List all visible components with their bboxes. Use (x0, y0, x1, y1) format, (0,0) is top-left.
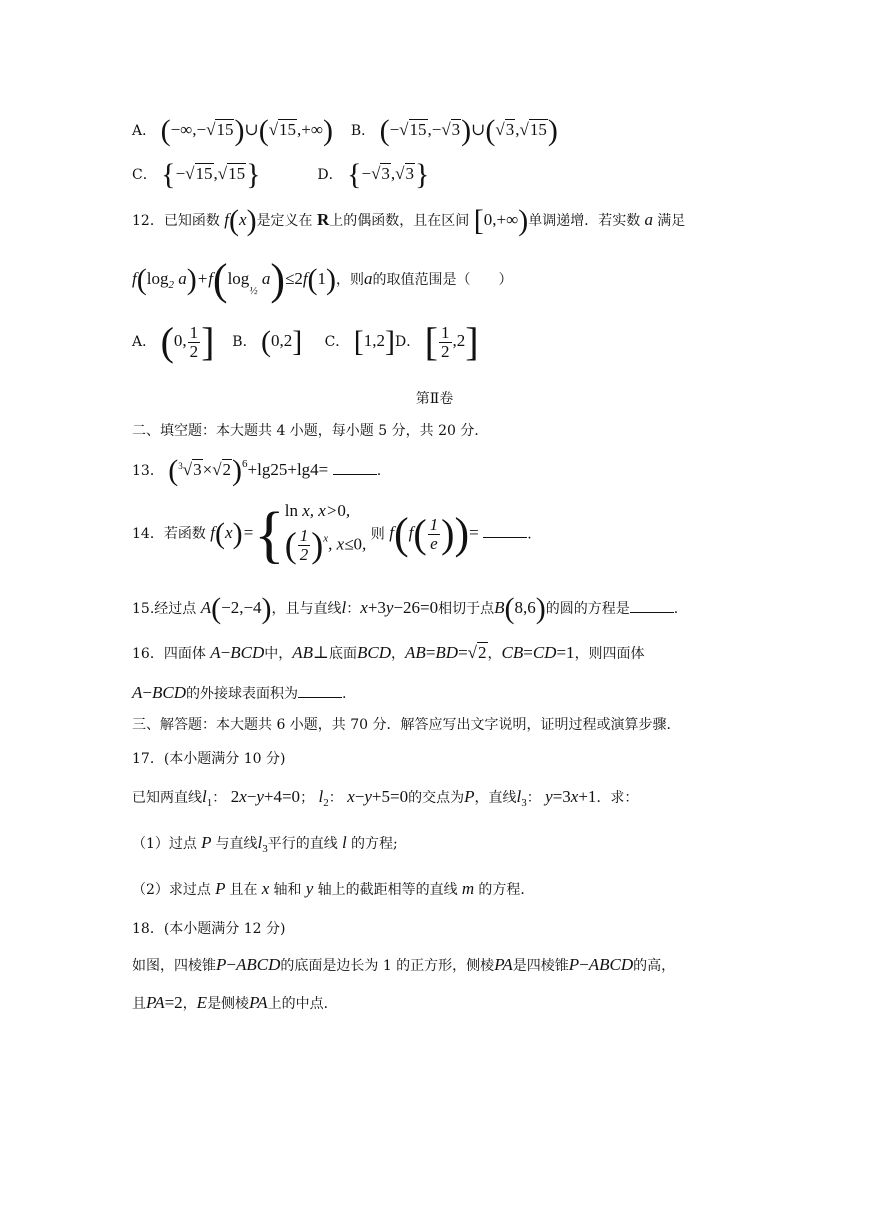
q12-option-c-math: [1,2] (353, 325, 395, 358)
q17-text: 的方程; (350, 836, 398, 852)
q12-option-b-label: B． (232, 333, 257, 350)
q14-composite: f(f( $\frac{1}{e}$ ))= (389, 509, 479, 559)
q14-piecewise-cases: ln x, x>0, ( $\frac{1}{2}$ )$^x$, x≤0, (284, 501, 367, 566)
section-3-heading: 三、解答题：本大题共 6 小题，共 70 分．解答应写出文字说明，证明过程或演算步骤． (132, 717, 681, 733)
q12-math-R: R (317, 209, 330, 229)
q14: 14．若函数 f(x)={ ln x, x>0, ( $\frac{1}{2}$ )$^x$, x≤0, 则 f(f( $\frac{1}{e}$ ))= . (132, 498, 532, 570)
q11-options-row-1 (132, 116, 558, 146)
q11-option-c-math: {−√15,√15} (161, 158, 261, 191)
q15-text: 经过点 (154, 600, 197, 617)
q16-line-2: A−BCD的外接球表面积为 . (132, 683, 347, 702)
q17-text: 的交点为 (408, 790, 465, 806)
q17-m: m (457, 879, 479, 898)
q17-l3: $l_3$ (516, 787, 527, 809)
q18-e: E (196, 993, 208, 1012)
q17-l3-eq: y=3x+1 (545, 787, 597, 806)
q14-piecewise-brace: { (254, 498, 285, 570)
q17-header: 17．(本小题满分 10 分) (132, 751, 286, 767)
q12-text: 已知函数 (163, 212, 220, 229)
q17-part-1 (132, 834, 398, 855)
q14-number: 14． (132, 526, 164, 543)
q17-text: （1）过点 (132, 836, 197, 852)
q17-text: ．求： (596, 790, 639, 806)
q12-text: 是定义在 (256, 212, 313, 229)
q12-text: 满足 (657, 212, 686, 229)
q14-answer-blank[interactable] (483, 536, 527, 538)
q17-text: 平行的直线 (267, 836, 338, 852)
q15-text: ，且与直线 (271, 600, 342, 617)
q16-cb-cd: CB=CD=1 (501, 643, 575, 662)
q16-text: ， (391, 646, 406, 662)
q15: 15.经过点 A(−2,−4)，且与直线l：x+3y−26=0相切于点B(8,6)的圆的方程是 . (132, 592, 679, 625)
q12-inequality: $f(\log_2$ $a)+f(\log_{\frac{1}{2}}$ a)≤2f(1) (132, 255, 337, 304)
q18-line-1 (132, 956, 675, 973)
q11-option-c-label: C． (132, 166, 157, 183)
q18-text: 是侧棱 (207, 996, 250, 1012)
q17-stem: 已知两直线$l_1$： 2x−y+4=0； $l_2$： x−y+5=0的交点为P，直线$l_3$： y=3x+1．求： (132, 787, 639, 809)
q12-option-d-label: D． (394, 333, 421, 350)
q16-answer-blank[interactable] (298, 696, 342, 698)
q13-answer-blank[interactable] (333, 473, 377, 475)
q17-x: x (257, 879, 274, 898)
q18-line-2 (132, 994, 338, 1011)
q11-option-b-math: (−√15,−√3)∪(√3,√15) (379, 114, 558, 147)
q17-p: P (196, 833, 216, 852)
q12-number: 12． (132, 212, 164, 229)
q15-line: l (341, 597, 347, 617)
q16-text: 四面体 (163, 646, 206, 662)
q16-text: 底面 (329, 646, 358, 662)
q17-text: 轴和 (273, 882, 302, 898)
q17-y: y (301, 879, 318, 898)
q18-text: ， (182, 996, 197, 1012)
q18-text: 上的中点． (267, 996, 338, 1012)
q11-option-d-math: {−√3,√3} (347, 158, 430, 191)
q12-math-a: a (640, 209, 658, 229)
q14-text: 则 (370, 526, 385, 543)
q13-number: 13． (132, 462, 164, 479)
q12-stem-line-1 (132, 206, 685, 236)
q11-option-a-math: (−∞,−√15)∪(√15,+∞) (160, 114, 334, 147)
q16-ab-perp: AB⊥ (292, 643, 330, 662)
q12-option-d-math: [ $\frac{1}{2}$ ,2] (424, 319, 479, 364)
q16-text: ， (487, 646, 502, 662)
q17-p: P (210, 879, 230, 898)
q12-text: 单调递增．若实数 (528, 212, 641, 229)
q17-l1: $l_1$ (202, 787, 213, 809)
q16-text: 的外接球表面积为 (185, 686, 298, 702)
q11-option-a-label: A． (132, 122, 157, 139)
q12-option-c-label: C． (324, 333, 350, 350)
q12-option-a-label: A． (132, 333, 157, 350)
q14-text: 若函数 (163, 526, 206, 543)
q17-text: 轴上的截距相等的直线 (317, 882, 458, 898)
q16-line-1 (132, 644, 645, 661)
q15-number: 15. (132, 600, 155, 617)
q16-ab-bd: AB=BD=√2 (405, 643, 487, 662)
q12-math-fx: f(x) (224, 204, 257, 237)
q17-l3: $l_3$ (257, 833, 268, 855)
q13: 13． $(^3√3\times√2)^6+\lg 25+\lg 4=$ . (132, 454, 382, 487)
q18-text: 的底面是边长为 1 的正方形，侧棱 (280, 958, 495, 974)
q16-text: ，则四面体 (574, 646, 645, 662)
q17-p: P (464, 787, 475, 806)
q14-fx: f(x)= (210, 517, 255, 551)
q17-text: 与直线 (215, 836, 258, 852)
q12-text: 的取值范围是（ ） (372, 271, 513, 288)
q16-tetra-2: A−BCD (132, 683, 186, 702)
q12-math-a: a (364, 268, 373, 288)
q15-point-a: A(−2,−4) (200, 592, 272, 625)
q15-text: 的圆的方程是 (545, 600, 630, 617)
q17-l2: $l_2$ (318, 787, 329, 809)
q15-text: 相切于点 (438, 600, 495, 617)
q18-pyramid: P−ABCD (216, 955, 281, 974)
q13-math: $(^3√3\times√2)^6+\lg 25+\lg 4=$ (168, 454, 329, 487)
q17-l1-eq: 2x−y+4=0 (230, 787, 301, 806)
section-2-heading: 二、填空题：本大题共 4 小题，每小题 5 分，共 20 分． (132, 423, 489, 439)
q17-text: 且在 (229, 882, 258, 898)
q17-part-2 (132, 880, 534, 897)
q11-option-d-label: D． (317, 166, 343, 183)
q12-option-b-math: (0,2] (261, 325, 303, 358)
q16-number: 16． (132, 646, 164, 662)
q18-text: 如图，四棱锥 (132, 958, 216, 974)
q18-text: 的高， (633, 958, 676, 974)
q17-l: l (337, 833, 351, 852)
q18-pa: PA (249, 993, 268, 1012)
q18-text: 是四棱锥 (512, 958, 569, 974)
q15-answer-blank[interactable] (630, 611, 674, 613)
q18-pa: PA (494, 955, 513, 974)
q12-stem-line-2 (132, 255, 513, 304)
q18-pyramid: P−ABCD (568, 955, 634, 974)
section-2-title: 第Ⅱ卷 (415, 391, 454, 407)
q11-option-b-label: B． (350, 122, 376, 139)
q18-text: 且 (132, 996, 146, 1012)
q12-text: 上的偶函数，且在区间 (329, 212, 470, 229)
q11-options-row-2 (132, 160, 429, 190)
q16-text: 中， (264, 646, 293, 662)
q17-text: 的方程． (478, 882, 535, 898)
q17-text: ，直线 (474, 790, 517, 806)
q12-options (132, 319, 479, 364)
q17-text: （2）求过点 (132, 882, 211, 898)
q17-l2-eq: x−y+5=0 (347, 787, 409, 806)
q18-header: 18．(本小题满分 12 分) (132, 921, 286, 937)
q15-point-b: B(8,6) (494, 592, 546, 625)
q12-option-a-math: (0, $\frac{1}{2}$ ] (160, 319, 215, 364)
q15-line-eq: x+3y−26=0 (360, 597, 439, 617)
q16-bcd: BCD (357, 643, 392, 662)
q16-tetra: A−BCD (210, 643, 265, 662)
q12-text: ，则 (336, 271, 365, 288)
q18-pa-eq: PA=2 (146, 993, 183, 1012)
q12-math-interval: [0,+∞) (473, 204, 529, 237)
q17-text: 已知两直线 (132, 790, 202, 806)
